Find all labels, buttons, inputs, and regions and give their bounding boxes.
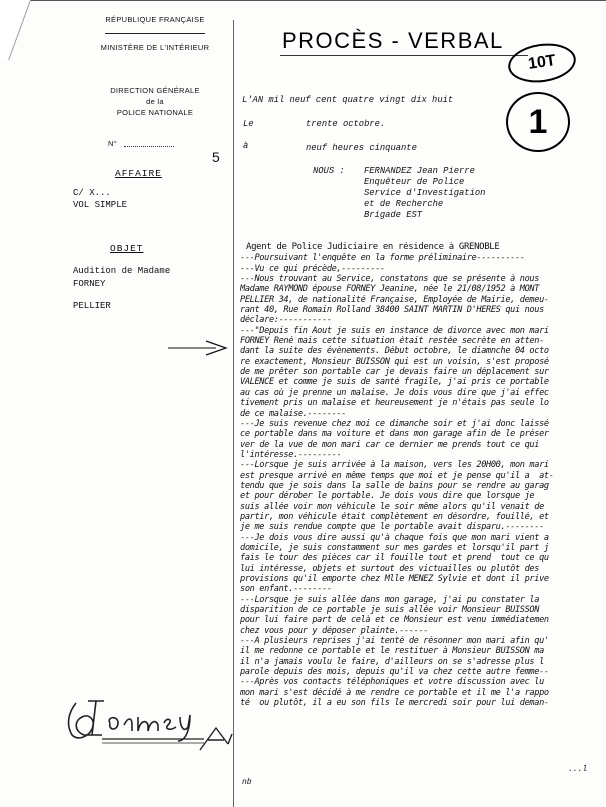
nous-label: NOUS : (313, 166, 345, 176)
page-number: 5 (212, 149, 220, 165)
document-title: PROCÈS - VERBAL (282, 28, 504, 53)
statement-line: ---Après vos contacts téléphoniques et votre discussion avec lu (240, 677, 544, 688)
statement-line: fais le tour des pièces car il fouille tout et prend tout ce qu (240, 553, 549, 564)
number-dots (124, 146, 174, 147)
affaire-line-2: VOL SIMPLE (73, 200, 128, 210)
statement-line: son enfant.-------- (240, 584, 332, 595)
statement-line: ---Poursuivant l'enquête en la forme préliminaire---------- (240, 253, 525, 264)
officer-brigade: Brigade EST (364, 210, 423, 220)
title-underline (280, 55, 528, 56)
statement-line: chez vous pour y déposer plainte.------ (240, 625, 429, 636)
footer-left-mark: nb (242, 778, 252, 787)
stamp-badge: 10T (506, 39, 579, 86)
statement-line: provisions qu'il emporte chez Mlle MENEZ Sylvie et dont il prive (240, 574, 549, 584)
ministry-label: MINISTÈRE DE L'INTÉRIEUR (100, 43, 210, 52)
objet-line-3: PELLIER (73, 301, 111, 311)
statement-line: partir, mon véhicule était complètement en désordre, fouillé, et (240, 511, 549, 522)
statement-line: lui intéresse, objets et surtout des victuailles ou plutôt des (240, 563, 540, 574)
statement-line: pour lui faire part de celà et ce Monsieur est venu immédiatemen (240, 615, 549, 626)
statement-line: je me suis rendue compte que le portable avait disparu.-------- (240, 522, 544, 533)
statement-line: Madame RAYMOND épouse FORNEY Jeanine, née le 21/08/1952 à MONT (240, 284, 540, 295)
statement-line: dant la suite des évènements. Début octobre, le diamnche 04 octo (240, 346, 549, 357)
statement-line: ce portable dans ma voiture et dans mon garage afin de le préser (240, 429, 549, 440)
statement-line: déclare:----------- (240, 315, 332, 326)
year-line: L'AN mil neuf cent quatre vingt dix huit (242, 95, 454, 105)
statement-line: ---"Depuis fin Aout je suis en instance de divorce avec mon mari (240, 325, 549, 336)
statement-line: est presque arrivé en même temps que moi et je pense qu'il a at- (240, 470, 554, 481)
officer-rank: Enquêteur de Police (364, 177, 465, 187)
objet-heading: OBJET (110, 243, 144, 254)
statement-line: tendu que je sois dans la salle de bains pour se rendre au garag (240, 480, 549, 491)
statement-line: tivement pris un malaise et heureusement je n'étais pas seule lo (240, 398, 549, 409)
a-value: neuf heures cinquante (306, 143, 417, 153)
signature-icon (62, 695, 212, 745)
officer-name: FERNANDEZ Jean Pierre (364, 166, 475, 176)
statement-line: de me prêter son portable car je devais faire un déplacement sur (240, 367, 549, 378)
statement-line: FORNEY René mais cette situation était restée secrète en atten- (240, 336, 544, 347)
statement-line: re exactement, Monsieur BUISSON qui est un voisin, s'est proposé (240, 356, 549, 367)
statement-line: suis allée voir mon véhicule le soir même alors qu'il venait de (240, 501, 544, 512)
direction-label-2: de la (146, 97, 164, 106)
statement-line: domicile, je suis constamment sur mes gardes et lorsqu'il part j (240, 542, 549, 553)
affaire-heading: AFFAIRE (115, 168, 162, 179)
statement-line: ---Je suis revenue chez moi ce dimanche soir et j'ai donc laissé (240, 418, 549, 429)
statement-line: ---Nous trouvant au Service, constatons que se présente à nous (240, 274, 540, 285)
top-edge (0, 0, 606, 1)
statement-line: ---Lorsque je suis arrivée à la maison, vers les 20H00, mon mari (240, 460, 549, 471)
statement-line: de ce malaise.-------- (240, 408, 347, 419)
direction-label-1: DIRECTION GÉNÉRALE (110, 86, 200, 95)
margin-divider (233, 20, 234, 807)
statement-line: rant 40, Rue Romain Rolland 38400 SAINT MARTIN D'HERES qui nous (240, 305, 544, 316)
officer-service: Service d'Investigation (364, 188, 486, 198)
statement-line: au cas où je prenne un malaise. Je dois vous dire que j'ai effec (240, 387, 549, 398)
le-label: Le (243, 119, 254, 129)
republic-label: RÉPUBLIQUE FRANÇAISE (105, 15, 205, 24)
statement-line: té ou plutôt, il a eu son fils le mercredi soir pour lui deman- (240, 698, 549, 709)
objet-line-1: Audition de Madame (73, 266, 171, 276)
circled-number: 1 (506, 92, 570, 152)
objet-line-2: FORNEY (73, 279, 106, 289)
a-label: à (243, 141, 249, 151)
statement-line: ---Je dois vous dire aussi qu'à chaque fois que mon mari vient a (240, 532, 549, 543)
statement-line: disparition de ce portable je suis allée voir Monsieur BUISSON (240, 605, 540, 616)
statement-line: ver de la vue de mon mari car ce dernier me prends tout ce qui (240, 439, 540, 450)
statement-line: ---A plusieurs reprises j'ai tenté de résonner mon mari afin qu' (240, 636, 549, 647)
statement-body (240, 242, 602, 708)
number-label: N° (108, 139, 118, 148)
statement-line: Agent de Police Judiciaire en résidence à GRENOBLE (246, 242, 500, 252)
officer-service-2: et de Recherche (364, 199, 444, 209)
folded-corner (0, 0, 31, 60)
margin-arrow-icon (168, 339, 230, 359)
statement-line: et pour dérober le portable. Je dois vous dire que lorsque je (240, 491, 535, 502)
statement-line: VALENCE et comme je suis de santé fragile, j'ai pris ce portable (240, 377, 549, 388)
le-value: trente octobre. (306, 119, 386, 129)
affaire-line-1: C/ X... (73, 188, 111, 198)
statement-line: il me redonne ce portable et le restituer à Monsieur BUISSON ma (240, 646, 544, 657)
direction-label-3: POLICE NATIONALE (116, 108, 194, 117)
statement-line: ---Lorsque je suis allée dans mon garage, j'ai pu constater la (240, 594, 540, 605)
statement-line: ---Vu ce qui précède,--------- (240, 263, 385, 274)
statement-line: il n'a jamais voulu le faire, d'ailleurs on se s'adresse plus l (240, 656, 544, 667)
initials-mark-icon (198, 726, 234, 752)
statement-line: PELLIER 34, de nationalité Française, Employée de Mairie, demeu- (240, 294, 549, 305)
statement-line: l'intéresse.--------- (240, 449, 342, 460)
statement-line: mon mari s'est décidé à me rendre ce portable et il me l'a rappo (240, 687, 549, 698)
header-rule (105, 33, 205, 34)
footer-right-mark: ...l (568, 765, 588, 774)
statement-line: parole depuis des mois, depuis qu'il va chez cette autre femme-- (240, 667, 549, 678)
